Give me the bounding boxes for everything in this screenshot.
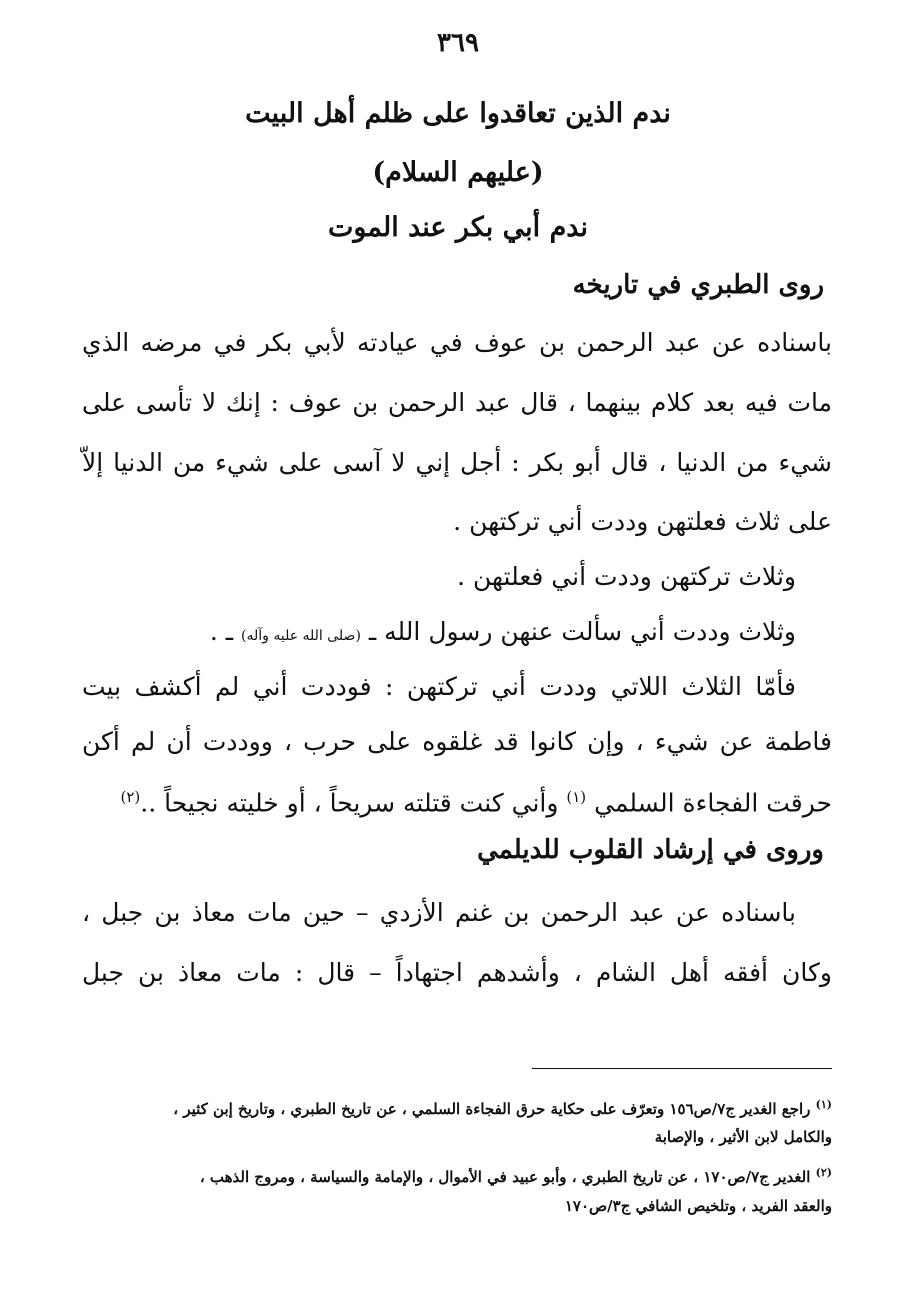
footnote-2-line	[80, 1160, 832, 1186]
page-number: ٣٦٩	[437, 28, 479, 58]
footnote-text: الغدير ج٧/ص١٧٠ ، عن تاريخ الطبري ، وأبو عبيد في الأموال ، والإمامة والسياسة ، ومروج الذهب ،	[199, 1168, 811, 1186]
line-text: حرقت الفجاءة السلمي	[594, 788, 832, 818]
line-text: ـ .	[209, 617, 234, 646]
paragraph-line-salawat	[82, 612, 832, 652]
source-title-daylami: وروى في إرشاد القلوب للديلمي	[477, 835, 824, 865]
paragraph-line: فاطمة عن شيء ، وإن كانوا قد غلقوه على حرب ، ووددت أن لم أكن	[82, 727, 832, 756]
paragraph-line: باسناده عن عبد الرحمن بن عوف في عيادته لأبي بكر في مرضه الذي	[82, 328, 832, 357]
footnote-marker: (٢)	[815, 1166, 832, 1179]
footnote-1-line	[80, 1092, 832, 1118]
paragraph-line: فأمّا الثلاث اللاتي وددت أني تركتهن : فوددت أني لم أكشف بيت	[82, 672, 796, 701]
paragraph-line: وكان أفقه أهل الشام ، وأشدهم اجتهاداً – قال : مات معاذ بن جبل	[82, 958, 832, 987]
paragraph-line: مات فيه بعد كلام بينهما ، قال عبد الرحمن بن عوف : إنك لا تأسى على	[82, 388, 832, 417]
footnote-marker: (١)	[815, 1098, 832, 1111]
footnote-2-line: والعقد الفريد ، وتلخيص الشافي ج٣/ص١٧٠	[564, 1197, 832, 1215]
footnote-divider	[532, 1068, 832, 1069]
paragraph-line: وثلاث تركتهن وددت أني فعلتهن .	[457, 562, 796, 591]
line-text: وأني كنت قتلته سريحاً ، أو خليته نجيحاً ..	[140, 788, 559, 818]
paragraph-line: على ثلاث فعلتهن وددت أني تركتهن .	[453, 507, 832, 536]
section-heading: ندم أبي بكر عند الموت	[328, 212, 588, 243]
paragraph-line: شيء من الدنيا ، قال أبو بكر : أجل إني لا آسى على شيء من الدنيا إلاّ	[82, 448, 832, 477]
footnote-ref-2[interactable]: (٢)	[120, 788, 141, 806]
paragraph-line-with-refs	[82, 777, 832, 817]
salawat-text: (صلى الله عليه وآله)	[241, 628, 361, 644]
source-title-tabari: روى الطبري في تاريخه	[572, 270, 824, 300]
footnote-text: راجع الغدير ج٧/ص١٥٦ وتعرّف على حكاية حرق الفجاءة السلمي ، عن تاريخ الطبري ، وتاريخ إبن كثير ،	[173, 1100, 811, 1118]
footnote-ref-1[interactable]: (١)	[566, 788, 587, 806]
line-text: وثلاث وددت أني سألت عنهن رسول الله ـ	[368, 617, 796, 646]
paragraph-line: باسناده عن عبد الرحمن بن غنم الأزدي – حين مات معاذ بن جبل ،	[82, 898, 796, 927]
chapter-heading: ندم الذين تعاقدوا على ظلم أهل البيت	[245, 98, 671, 129]
footnote-1-line: والكامل لابن الأثير ، والإصابة	[654, 1128, 832, 1146]
chapter-subheading: (عليهم السلام)	[372, 157, 544, 188]
